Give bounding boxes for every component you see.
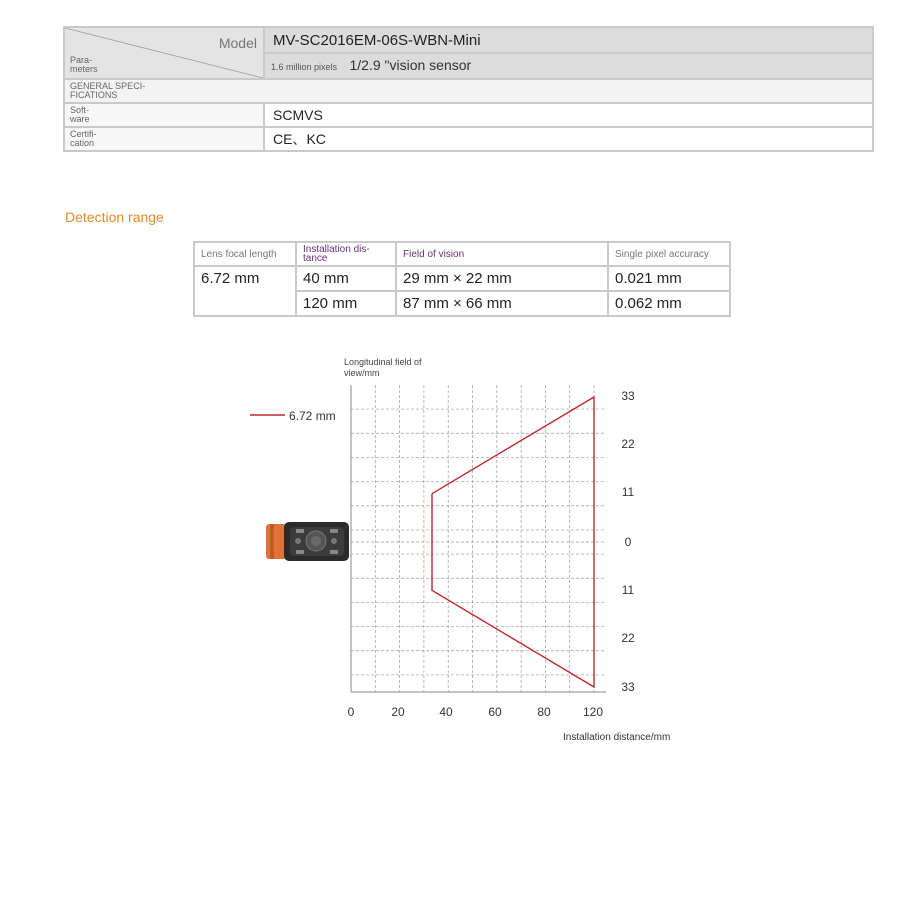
legend-label: 6.72 mm (289, 409, 336, 423)
x-tick-label: 0 (347, 705, 355, 719)
y-tick-label: 33 (621, 389, 635, 403)
distance-value: 120 mm (296, 291, 396, 316)
x-tick-label: 20 (391, 705, 405, 719)
camera-device-image (266, 522, 349, 561)
y-tick-label: 11 (621, 583, 635, 597)
y-tick-label: 33 (621, 680, 635, 694)
y-axis-label-line2: view/mm (344, 368, 380, 378)
y-tick-label: 0 (624, 535, 632, 549)
header-lens-focal: Lens focal length (194, 242, 296, 266)
x-tick-label: 40 (439, 705, 453, 719)
sensor-type: 1/2.9 "vision sensor (349, 57, 472, 73)
model-value: MV-SC2016EM-06S-WBN-Mini (264, 27, 873, 53)
y-tick-label: 22 (621, 437, 635, 451)
y-axis-label-line1: Longitudinal field of (344, 357, 422, 367)
distance-value: 40 mm (296, 266, 396, 291)
y-tick-label: 22 (621, 631, 635, 645)
accuracy-value: 0.021 mm (608, 266, 730, 291)
fov-value: 29 mm × 22 mm (396, 266, 608, 291)
header-install-distance: Installation dis- tance (296, 242, 396, 266)
chart-axes (351, 385, 606, 692)
x-axis-label: Installation distance/mm (563, 732, 671, 743)
accuracy-value: 0.062 mm (608, 291, 730, 316)
x-tick-label: 120 (582, 705, 604, 719)
software-value: SCMVS (264, 103, 873, 127)
y-tick-label: 11 (621, 485, 635, 499)
focal-length-value: 6.72 mm (194, 266, 296, 316)
header-pixel-accuracy: Single pixel accuracy (608, 242, 730, 266)
sensor-pixels: 1.6 million pixels (271, 62, 338, 72)
software-label: Soft- ware (64, 103, 264, 127)
fov-value: 87 mm × 66 mm (396, 291, 608, 316)
x-tick-label: 60 (488, 705, 502, 719)
model-label: Model (218, 35, 257, 51)
general-specs-label: GENERAL SPECI- FICATIONS (64, 79, 873, 103)
params-label-text: Para- meters (70, 55, 98, 74)
certification-label: Certifi- cation (64, 127, 264, 151)
x-tick-label: 80 (537, 705, 551, 719)
header-field-of-vision: Field of vision (396, 242, 608, 266)
chart-grid (351, 385, 606, 692)
detection-range-title: Detection range (65, 209, 164, 225)
certification-value: CE、KC (264, 127, 873, 151)
